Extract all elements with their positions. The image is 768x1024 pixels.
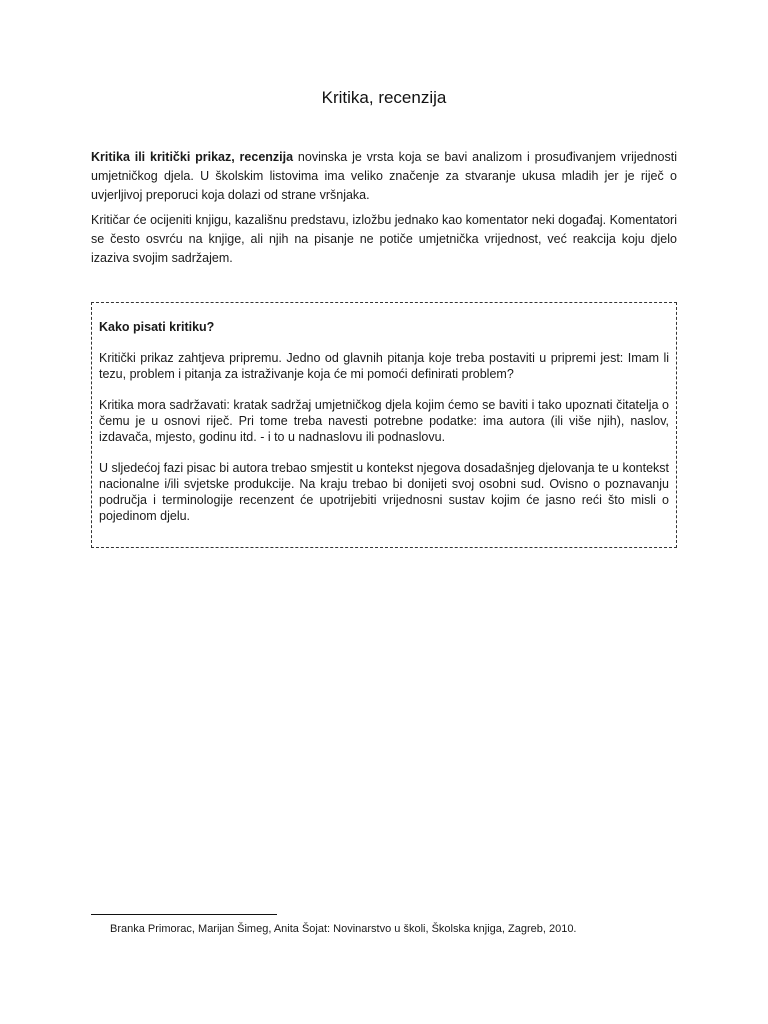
how-to-write-box <box>91 302 677 548</box>
box-paragraph-3: U sljedećoj fazi pisac bi autora trebao smjestit u kontekst njegova dosadašnjeg djelovanja te u kontekst nacionalne i/ili svjetske produkcije. Na kraju trebao bi donijeti svoj osobni sud. Ovisno o poznavanju područja i terminologije recenzent će upotrijebiti vrijednosni sustav kojim će jasno reći što misli o pojedinom djelu. <box>99 461 669 523</box>
intro-bold-term: Kritika ili kritički prikaz, recenzija <box>91 150 294 164</box>
box-paragraph-2: Kritika mora sadržavati: kratak sadržaj umjetničkog djela kojim ćemo se baviti i tako upoznati čitatelja o čemu je u osnovi riječ. Pri tome treba navesti potrebne podatke: ima autora (ili više njih), naslov, izdavača, mjesto, godinu itd. - i to u nadnaslovu ili podnaslovu. <box>99 398 669 444</box>
box-heading: Kako pisati kritiku? <box>99 320 215 334</box>
box-paragraph-1: Kritički prikaz zahtjeva pripremu. Jedno od glavnih pitanja koje treba postaviti u pripremi jest: Imam li tezu, problem i pitanja za istraživanje koja će mi pomoći definirati problem? <box>99 351 669 381</box>
page-title: Kritika, recenzija <box>321 88 447 107</box>
intro-paragraph-1-text: novinska je vrsta koja se bavi analizom i prosuđivanjem vrijednosti umjetničkog djela. U školskim listovima ima veliko značenje za stvaranje ukusa mladih jer je riječ o uvjerljivoj preporuci koja dolazi od strane vršnjaka. <box>91 150 678 202</box>
intro-paragraph-2: Kritičar će ocijeniti knjigu, kazališnu predstavu, izložbu jednako kao komentator neki događaj. Komentatori se često osvrću na knjige, ali njih na pisanje ne potiče umjetnička vrijednost, već reakcija koju djelo izaziva svojim sadržajem. <box>91 213 677 265</box>
intro-paragraph-1 <box>91 148 677 205</box>
footnote: Branka Primorac, Marijan Šimeg, Anita Šojat: Novinarstvo u školi, Školska knjiga, Zagreb, 2010. <box>110 923 577 935</box>
footnote-divider <box>91 914 277 915</box>
